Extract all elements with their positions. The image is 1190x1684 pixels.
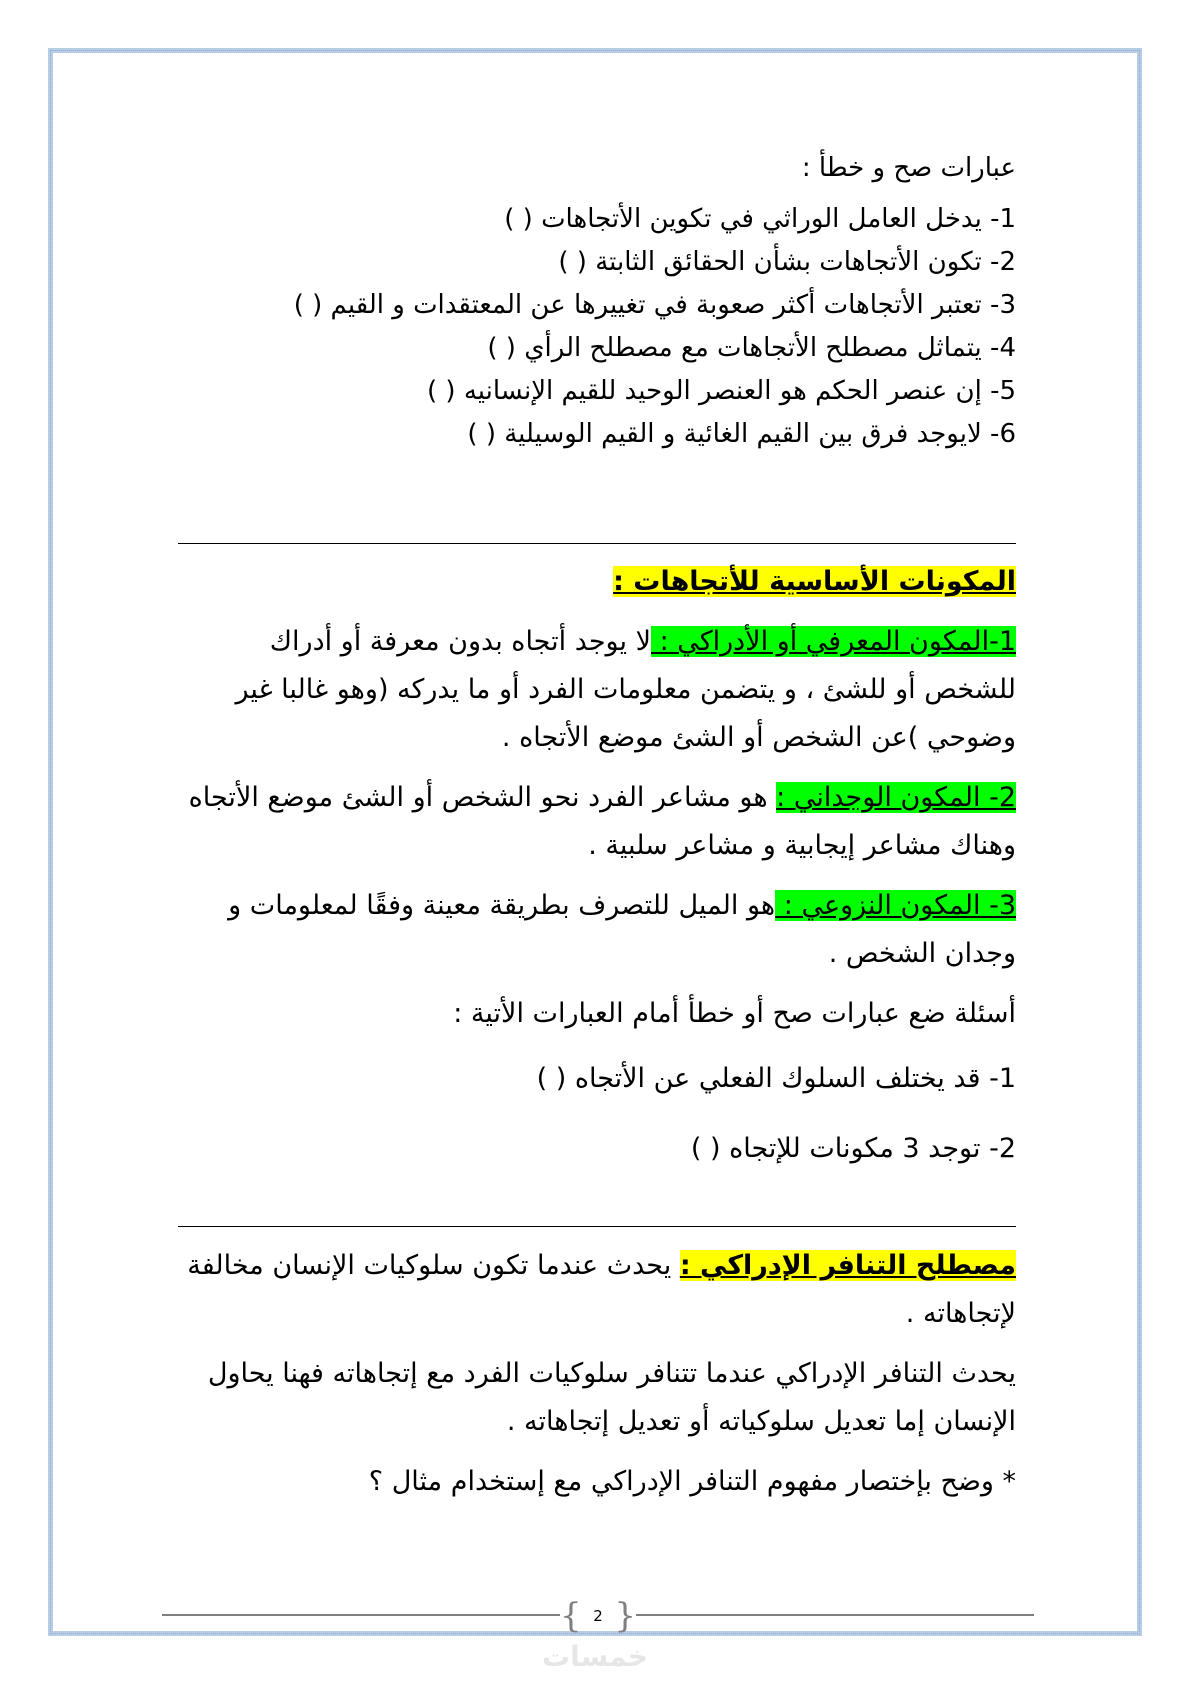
true-false-item: 1- يدخل العامل الوراثي في تكوين الأتجاهات ( )	[504, 204, 1016, 234]
dissonance-term-text: يحدث عندما تكون سلوكيات الإنسان مخالفة لإتجاهاته .	[187, 1250, 1016, 1329]
components-title: المكونات الأساسية للأتجاهات :	[613, 566, 1016, 597]
dissonance-paragraph: يحدث التنافر الإدراكي عندما تتنافر سلوكيات الفرد مع إتجاهاته فهنا يحاول الإنسان إما تعديل سلوكياته أو تعديل إتجاهاته .	[207, 1358, 1016, 1437]
question-item: 1- قد يختلف السلوك الفعلي عن الأتجاه ( )	[536, 1063, 1016, 1094]
true-false-item: 5- إن عنصر الحكم هو العنصر الوحيد للقيم الإنسانيه ( )	[427, 376, 1016, 406]
component-cognitive-text: لا يوجد أتجاه بدون معرفة أو أدراك للشخص أو للشئ ، و يتضمن معلومات الفرد أو ما يدركه (وهو غالبا غير وضوحي )عن الشخص أو الشئ موضع الأتجاه .	[235, 626, 1016, 753]
component-conative	[178, 882, 1016, 978]
true-false-list	[178, 198, 1016, 456]
attitude-components-section	[178, 558, 1016, 1190]
dissonance-definition	[178, 1242, 1016, 1338]
dissonance-term: مصطلح التنافر الإدراكي :	[679, 1250, 1016, 1281]
right-brace-icon: }	[614, 1596, 636, 1636]
footer-rule	[636, 1614, 1034, 1616]
footer-rule	[162, 1614, 560, 1616]
component-conative-text: هو الميل للتصرف بطريقة معينة وفقًا لمعلومات و وجدان الشخص .	[228, 890, 1016, 969]
dissonance-question: * وضح بإختصار مفهوم التنافر الإدراكي مع إستخدام مثال ؟	[368, 1466, 1016, 1497]
questions-heading: أسئلة ضع عبارات صح أو خطأ أمام العبارات الأتية :	[453, 998, 1016, 1029]
page-number: 2	[593, 1607, 603, 1625]
true-false-section	[178, 148, 1016, 456]
components-title-line	[178, 558, 1016, 606]
component-cognitive-label: 1-المكون المعرفي أو الأدراكي :	[651, 626, 1016, 657]
component-affective	[178, 774, 1016, 870]
component-affective-label: 2- المكون الوجداني :	[776, 782, 1016, 813]
true-false-item: 4- يتماثل مصطلح الأتجاهات مع مصطلح الرأي ( )	[487, 333, 1016, 363]
section-divider	[178, 543, 1016, 544]
component-cognitive	[178, 618, 1016, 762]
question-item: 2- توجد 3 مكونات للإتجاه ( )	[690, 1133, 1016, 1164]
component-affective-text: هو مشاعر الفرد نحو الشخص أو الشئ موضع الأتجاه وهناك مشاعر إيجابية و مشاعر سلبية .	[188, 782, 1016, 861]
true-false-item: 6- لايوجد فرق بين القيم الغائية و القيم الوسيلية ( )	[467, 419, 1016, 449]
section-divider	[178, 1226, 1016, 1227]
watermark: خمسات	[541, 1640, 649, 1673]
true-false-item: 3- تعتبر الأتجاهات أكثر صعوبة في تغييرها عن المعتقدات و القيم ( )	[293, 290, 1016, 320]
page-number-box	[560, 1598, 636, 1634]
true-false-heading: عبارات صح و خطأ :	[801, 153, 1016, 183]
true-false-item: 2- تكون الأتجاهات بشأن الحقائق الثابتة ( )	[558, 247, 1016, 277]
left-brace-icon: {	[560, 1596, 582, 1636]
cognitive-dissonance-section	[178, 1242, 1016, 1518]
component-conative-label: 3- المكون النزوعي :	[775, 890, 1016, 921]
